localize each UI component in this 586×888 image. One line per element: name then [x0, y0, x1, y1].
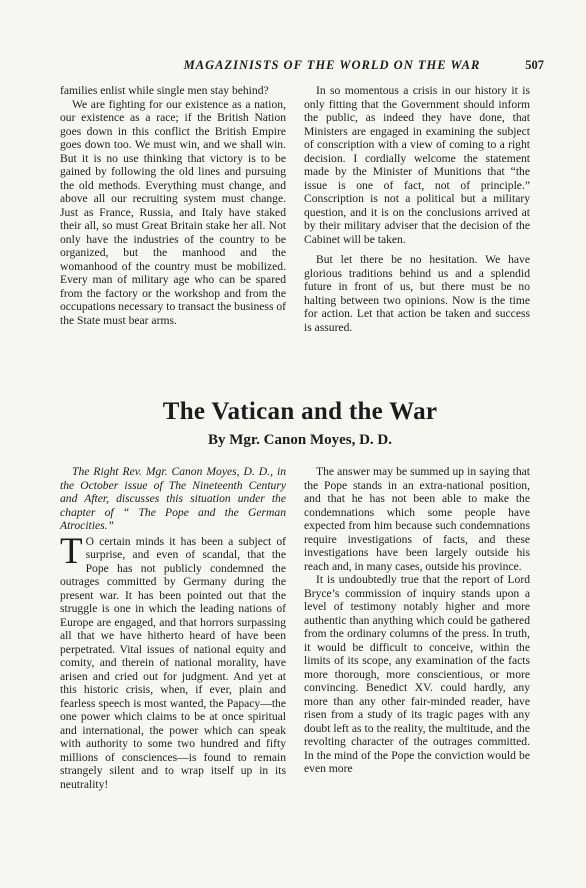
column-left-bottom [60, 465, 286, 791]
paragraph: In so momentous a crisis in our history it is only fitting that the Government should inform the public, as indeed they have done, that Ministers are engaged in examining the subject of conscription with a view of coming to a right decision. I cordially welcome the statement made by the Minister of Munitions that “the issue is one of fact, not of principle.” Conscription is not a political but a military question, and it is on the conclusions arrived at by their military adviser that the decision of the Cabinet will be taken. [304, 84, 530, 246]
paragraph: The answer may be summed up in saying that the Pope stands in an extra-national position, and that he has not been able to make the condemnations which some people have expected from him because such condemnations require investigations of facts, and these investigations have been largely outside his reach and, in many cases, outside his province. [304, 465, 530, 573]
column-right-bottom [304, 465, 530, 776]
paragraph: families enlist while single men stay behind? [60, 84, 269, 97]
article-intro: The Right Rev. Mgr. Canon Moyes, D. D., in the October issue of The Nineteenth Century and After, discusses this situation under the chapter of “ The Pope and the German Atrocities.” [60, 465, 286, 532]
running-title: MAGAZINISTS OF THE WORLD ON THE WAR [183, 58, 481, 72]
drop-cap: T [60, 530, 83, 572]
running-header [56, 58, 544, 73]
paragraph: We are fighting for our existence as a nation, our existence as a race; if the British Nation goes down in this conflict the British Empire goes down too. We must win, and we shall win. But it is no use thinking that victory is to be gained by following the old lines and pursuing the old methods. Everything must change, and above all our recruiting system must change. Just as France, Russia, and Italy have staked their all, so must Great Britain stake her all. Not only have the industries of the country to be organized, but the manhood and the womanhood of the country must be mobilized. Every man of military age who can be spared from the factory or the workshop and from the occupations necessary to transact the business of the State must bear arms. [60, 97, 287, 327]
paragraph: But let there be no hesitation. We have glorious traditions behind us and a splendid future in front of us, but there must be no halting between two opinions. Now is the time for action. Let that action be taken and success is assured. [304, 253, 530, 334]
paragraph-text: O certain minds it has been a subject of surprise, and even of scandal, that the Pope has not publicly condemned the outrages committed by Germany during the present war. It has been pointed out that the struggle is one in which the leading nations of Europe are engaged, and that horrors surpassing all that we have hitherto heard of have been perpetrated. Vital issues of national equity and comity, and therein of national morality, have arisen and cried out for judgment. And yet at this historic crisis, when, if ever, plain and fearless speech is most wanted, the Papacy—the one power which claims to be at once spiritual and international, the power which can speak with authority to some two hundred and fifty millions of consciences—is found to remain strangely silent and to wrap itself up in its neutrality! [60, 534, 286, 791]
article-byline: By Mgr. Canon Moyes, D. D. [207, 432, 393, 448]
page-number: 507 [525, 58, 544, 72]
article-title: The Vatican and the War [162, 398, 438, 425]
paragraph: It is undoubtedly true that the report of Lord Bryce’s commission of inquiry stands upon a level of testimony notably higher and more authentic than anything which could be gathered from the ordinary columns of the press. In truth, it would be difficult to conceive, within the limits of its scope, any examination of the facts more thorough, more conscientious, or more convincing. Benedict XV. could hardly, any more than any other fair-minded reader, have risen from a study of its tragic pages with any doubt left as to the reality, the multitude, and the revolting character of the outrages committed. In the mind of the Pope the conviction would be even more [304, 573, 530, 775]
paragraph [60, 530, 286, 792]
column-left-top [60, 84, 286, 327]
column-right-top [304, 84, 530, 334]
